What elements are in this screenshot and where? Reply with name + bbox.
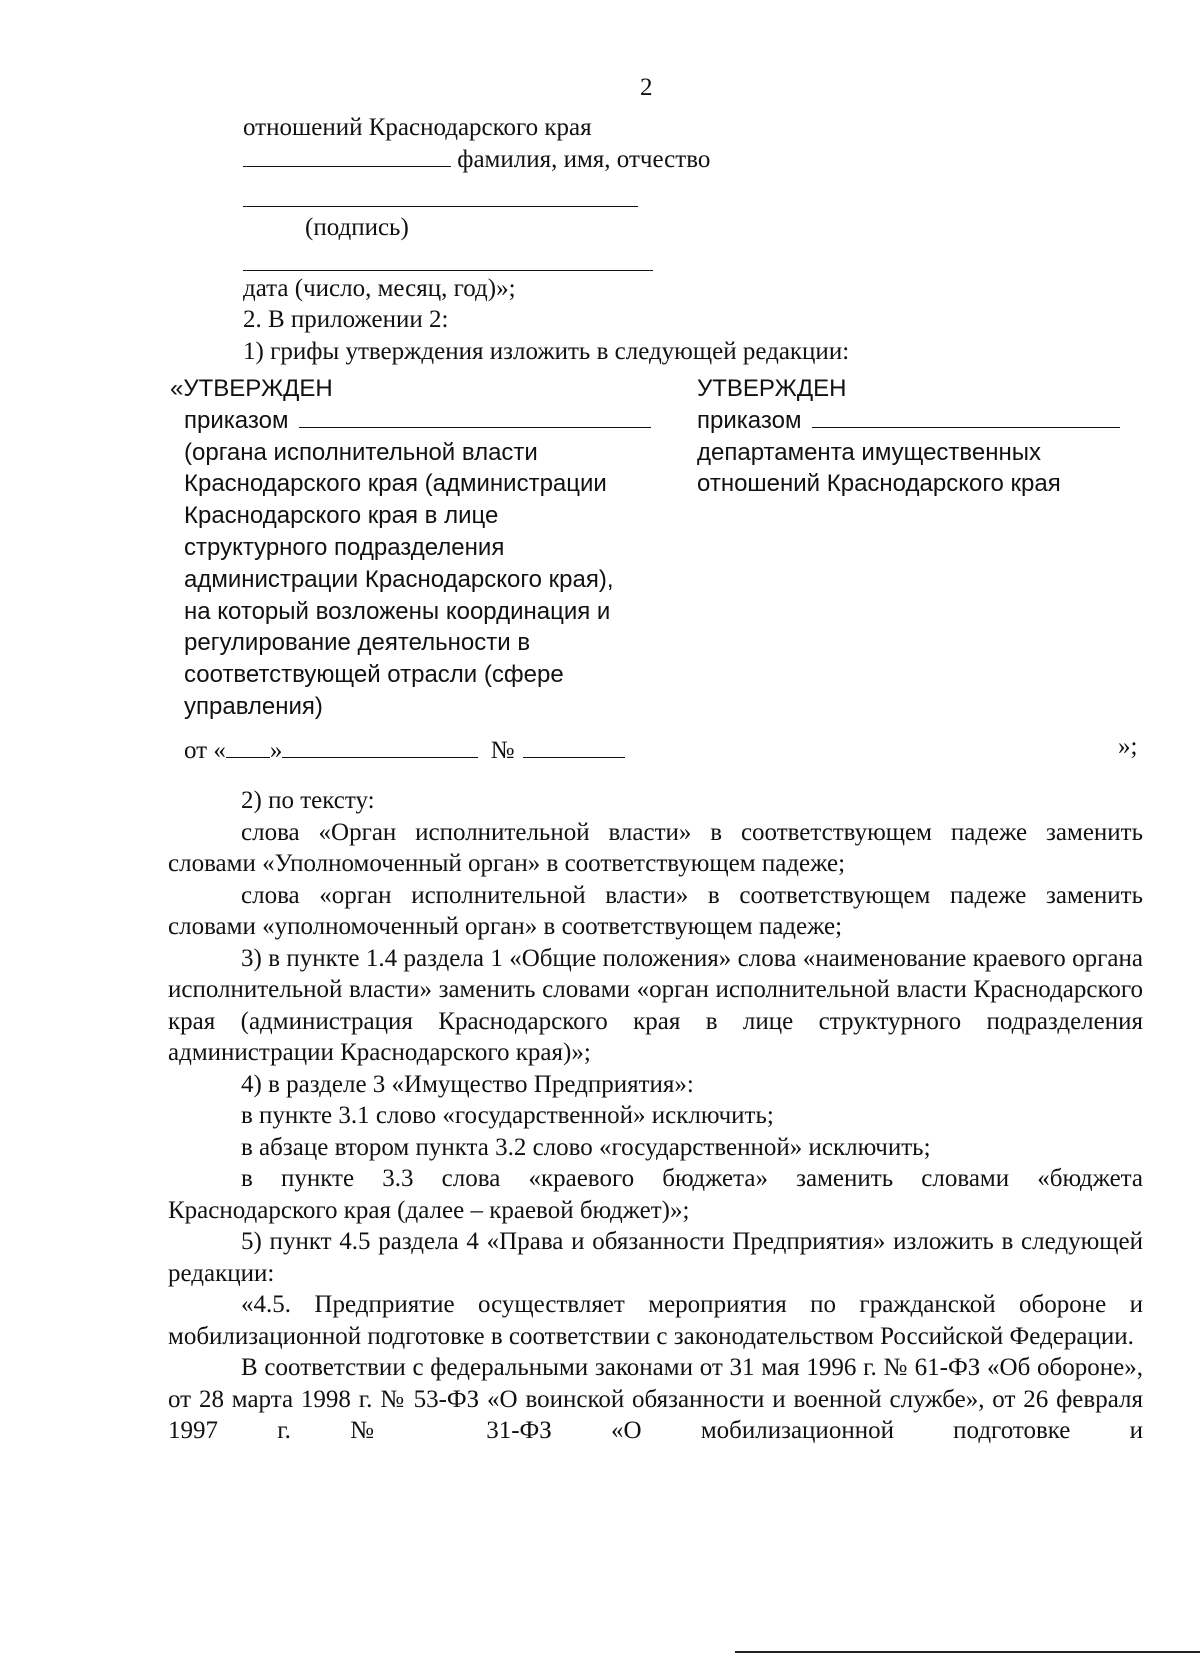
grif-left-line: Краснодарского края (администрации xyxy=(184,470,607,498)
grif-closing: »; xyxy=(1118,733,1138,760)
number-blank xyxy=(523,735,625,758)
fio-line xyxy=(243,144,710,176)
prikaz-label: приказом xyxy=(184,406,289,434)
grif-left-prikaz xyxy=(170,405,651,437)
prikaz-blank xyxy=(812,407,1120,428)
grif-left-line: на который возложены координация и xyxy=(184,597,611,625)
prikaz-label: приказом xyxy=(697,406,802,434)
fio-label: фамилия, имя, отчество xyxy=(457,146,711,173)
signature-label: (подпись) xyxy=(305,214,409,241)
grif-date-line xyxy=(184,735,625,767)
paragraph: слова «орган исполнительной власти» в соответствующем падеже заменить словами «уполномоченный орган» в соответствующем падеже; xyxy=(168,881,1143,940)
paragraph: 5) пункт 4.5 раздела 4 «Права и обязанности Предприятия» изложить в следующей редакции: xyxy=(168,1228,1143,1287)
grif-left-line: управления) xyxy=(184,692,323,720)
month-blank xyxy=(282,735,478,758)
fio-blank xyxy=(243,144,451,167)
grif-right-title: УТВЕРЖДЕН xyxy=(697,375,847,402)
grif-left-line: структурного подразделения xyxy=(184,533,505,561)
paragraph: в пункте 3.1 слово «государственной» исключить; xyxy=(241,1102,774,1129)
grif-left-title: «УТВЕРЖДЕН xyxy=(170,375,333,402)
day-blank xyxy=(226,735,270,758)
date-line xyxy=(243,270,653,271)
paragraph: «4.5. Предприятие осуществляет мероприятия по гражданской обороне и мобилизационной подготовке в соответствии с законодательством Российской Федерации. xyxy=(168,1291,1143,1350)
signature-line xyxy=(243,206,638,207)
ot-mid: » xyxy=(269,737,283,764)
grif-right-line: отношений Краснодарского края xyxy=(697,470,1061,498)
head-line: отношений Краснодарского края xyxy=(243,114,592,141)
date-label: дата (число, месяц, год)»; xyxy=(243,275,516,302)
grif-right-line: департамента имущественных xyxy=(697,438,1042,466)
paragraph: слова «Орган исполнительной власти» в соответствующем падеже заменить словами «Уполномоченный орган» в соответствующем падеже; xyxy=(168,818,1143,877)
grif-left-line: регулирование деятельности в xyxy=(184,629,531,657)
grif-left-line: администрации Краснодарского края), xyxy=(184,565,614,593)
prikaz-blank xyxy=(299,407,651,428)
paragraph: в пункте 3.3 слова «краевого бюджета» заменить словами «бюджета Краснодарского края (далее – краевой бюджет)»; xyxy=(168,1165,1143,1224)
bottom-rule xyxy=(735,1651,1200,1653)
number-sign: № xyxy=(490,737,515,764)
grif-left-line: соответствующей отрасли (сфере xyxy=(184,661,564,689)
item-2-1: 1) грифы утверждения изложить в следующей редакции: xyxy=(243,338,850,365)
grif-left xyxy=(170,373,651,723)
paragraph: 2) по тексту: xyxy=(241,787,375,814)
paragraph: в абзаце втором пункта 3.2 слово «государственной» исключить; xyxy=(241,1133,931,1161)
item-2: 2. В приложении 2: xyxy=(243,306,449,333)
grif-right-prikaz xyxy=(697,405,1120,437)
paragraph: 4) в разделе 3 «Имущество Предприятия»: xyxy=(241,1070,694,1098)
page-number: 2 xyxy=(640,74,653,101)
grif-left-line: Краснодарского края в лице xyxy=(184,502,499,530)
ot-prefix: от « xyxy=(184,737,226,764)
grif-right xyxy=(697,373,1120,500)
paragraph: 3) в пункте 1.4 раздела 1 «Общие положения» слова «наименование краевого органа исполнительной власти» заменить словами «орган исполнительной власти Краснодарского края (администрация Краснодарского края в лице структурного подразделения администрации Краснодарского края)»; xyxy=(168,944,1143,1066)
body-text xyxy=(168,785,1143,1447)
paragraph: В соответствии с федеральными законами от 31 мая 1996 г. № 61-ФЗ «Об обороне», от 28 марта 1998 г. № 53-ФЗ «О воинской обязанности и военной службе», от 26 февраля 1997 г. № 31-ФЗ «О мобилизационной подготовке и xyxy=(168,1354,1143,1444)
grif-left-line: (органа исполнительной власти xyxy=(184,438,538,466)
